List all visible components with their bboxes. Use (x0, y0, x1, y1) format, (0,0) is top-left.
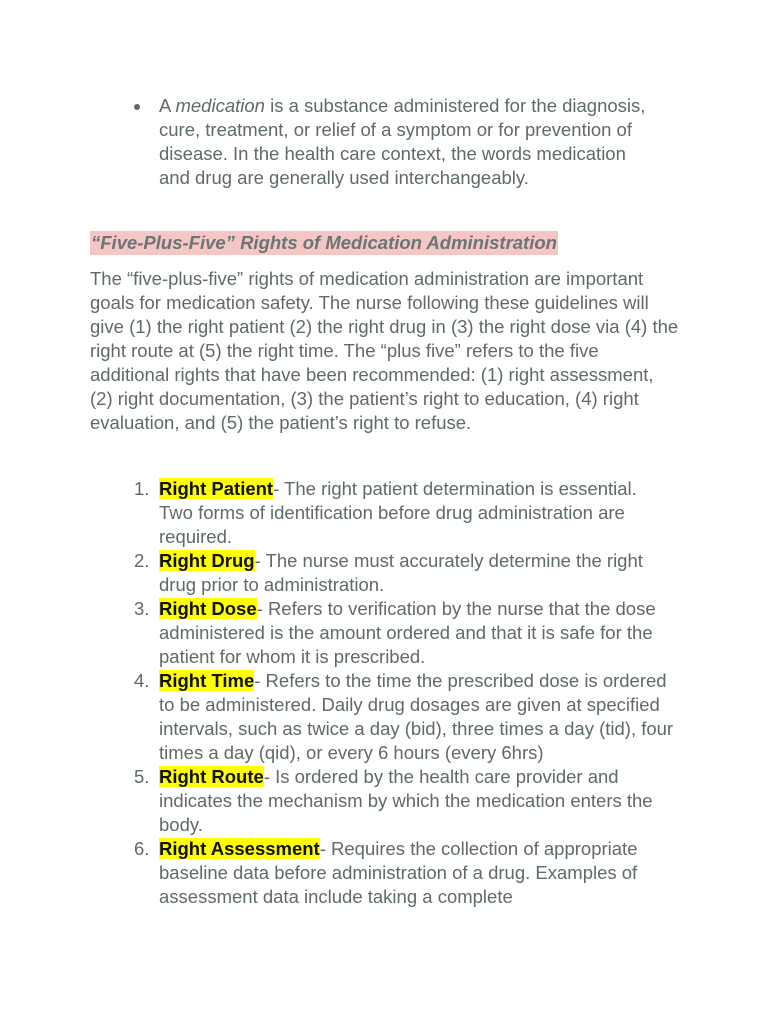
right-description: - Refers to the time the prescribed dose is ordered to be administered. Daily drug dosages are given at specified intervals, such as twice a day (bid), three times a day (tid), four times a day (qid), or every 6 hours (every 6hrs) (159, 670, 674, 763)
rights-list (134, 477, 674, 909)
section-heading: “Five-Plus-Five” Rights of Medication Administration (91, 232, 557, 253)
right-number: 2. (134, 550, 150, 571)
right-number: 5. (134, 766, 150, 787)
right-number: 6. (134, 838, 150, 859)
right-item (134, 549, 674, 597)
right-number: 3. (134, 598, 150, 619)
right-number: 4. (134, 670, 150, 691)
right-item (134, 837, 674, 909)
bullet-dot-icon (134, 104, 140, 110)
right-item (134, 765, 674, 837)
right-term: Right Patient (159, 478, 274, 499)
definition-bullet (134, 94, 654, 190)
right-item (134, 669, 674, 765)
definition-bullet-list (134, 94, 654, 190)
right-term: Right Dose (159, 598, 257, 619)
right-description: - The nurse must accurately determine the right drug prior to administration. (159, 550, 643, 595)
right-description: - Requires the collection of appropriate baseline data before administration of a drug. Examples of assessment data include taking a complete (159, 838, 638, 907)
right-term: Right Assessment (159, 838, 320, 859)
right-term: Right Drug (159, 550, 255, 571)
right-term: Right Route (159, 766, 264, 787)
bullet-prefix: A (159, 95, 176, 116)
right-description: - Is ordered by the health care provider and indicates the mechanism by which the medication enters the body. (159, 766, 653, 835)
right-item (134, 597, 674, 669)
definition-text: is a substance administered for the diagnosis, cure, treatment, or relief of a symptom or for prevention of disease. In the health care context, the words medication and drug are generally used interchangeably. (159, 95, 646, 188)
right-number: 1. (134, 478, 150, 499)
right-item (134, 477, 674, 549)
intro-paragraph: The “five-plus-five” rights of medication administration are important goals for medication safety. The nurse following these guidelines will give (1) the right patient (2) the right drug in (3) the right dose via (4) the right route at (5) the right time. The “plus five” refers to the five additional rights that have been recommended: (1) right assessment, (2) right documentation, (3) the patient’s right to education, (4) right evaluation, and (5) the patient’s right to refuse. (90, 268, 679, 433)
right-term: Right Time (159, 670, 255, 691)
right-description: - Refers to verification by the nurse that the dose administered is the amount ordered and that it is safe for the patient for whom it is prescribed. (159, 598, 656, 667)
medication-term: medication (175, 95, 265, 116)
right-description: - The right patient determination is essential. Two forms of identification before drug administration are required. (159, 478, 637, 547)
